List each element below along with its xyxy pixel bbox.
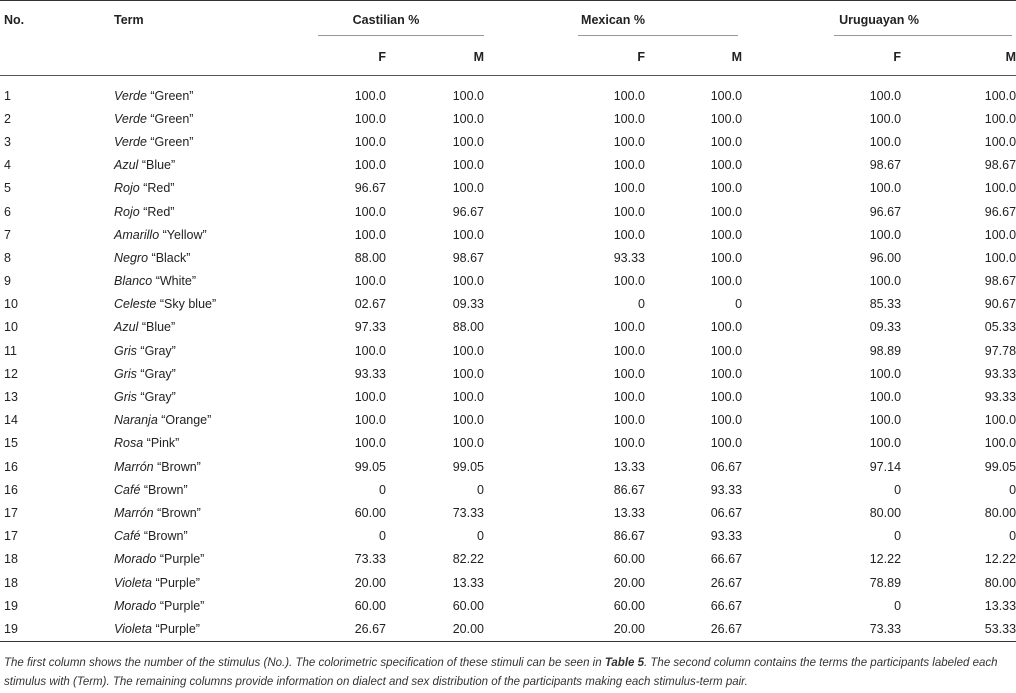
term-spanish: Rosa — [114, 436, 144, 451]
cell-uf: 100.0 — [869, 274, 902, 289]
term-english: “Purple” — [159, 552, 205, 567]
cell-uf: 78.89 — [869, 575, 902, 590]
cell-term — [114, 501, 288, 524]
cell-cf: 100.0 — [354, 390, 386, 405]
header-no: No. — [4, 13, 25, 27]
term-spanish: Violeta — [114, 621, 152, 636]
table-body — [0, 76, 1016, 642]
cell-um: 93.33 — [984, 390, 1016, 405]
term-english: “Gray” — [140, 390, 176, 405]
cell-cf: 100.0 — [354, 227, 386, 242]
cell-um: 100.0 — [984, 250, 1016, 265]
cell-no: 18 — [4, 552, 18, 567]
term-spanish: Morado — [114, 598, 157, 613]
header-castilian-f: F — [288, 39, 386, 76]
cell-term — [114, 107, 288, 130]
cell-mm: 100.0 — [710, 134, 743, 149]
cell-uf: 0 — [894, 482, 902, 497]
cell-term — [114, 316, 288, 339]
castilian-group-rule — [318, 35, 484, 36]
header-term: Term — [114, 13, 144, 27]
term-english: “Brown” — [157, 459, 201, 474]
term-spanish: Gris — [114, 390, 137, 405]
header-castilian: Castilian % — [352, 13, 420, 27]
cell-uf: 98.67 — [869, 158, 902, 173]
cell-mm: 100.0 — [710, 436, 743, 451]
cell-cm: 20.00 — [386, 617, 484, 641]
cell-term — [114, 455, 288, 478]
cell-cf: 100.0 — [354, 204, 386, 219]
term-spanish: Rojo — [114, 204, 140, 219]
term-english: “Purple” — [155, 575, 200, 590]
cell-cf: 100.0 — [354, 111, 386, 126]
cell-mm: 100.0 — [710, 343, 743, 358]
term-spanish: Marrón — [114, 459, 154, 474]
term-spanish: Marrón — [114, 505, 154, 520]
table-row — [0, 76, 1016, 108]
cell-uf: 09.33 — [869, 320, 902, 335]
cell-uf: 100.0 — [869, 88, 902, 103]
table-row — [0, 617, 1016, 641]
cell-cm: 100.0 — [452, 227, 484, 242]
caption-text-1: The first column shows the number of the stimulus (No.). The colorimetric specification of these stimuli can be seen in — [4, 657, 605, 669]
cell-mf: 13.33 — [613, 459, 645, 474]
cell-mf: 20.00 — [484, 617, 645, 641]
cell-cm: 88.00 — [452, 320, 484, 335]
term-english: “Brown” — [143, 482, 188, 497]
cell-cm: 13.33 — [452, 575, 484, 590]
cell-um: 98.67 — [984, 274, 1016, 289]
table-row — [0, 594, 1016, 617]
caption-table-ref: Table 5 — [604, 657, 645, 669]
table-row — [0, 478, 1016, 501]
table-row — [0, 362, 1016, 385]
cell-cf: 97.33 — [354, 320, 386, 335]
table-row — [0, 548, 1016, 571]
term-english: “Black” — [151, 250, 191, 265]
cell-um: 96.67 — [984, 204, 1016, 219]
term-english: “Green” — [150, 111, 194, 126]
cell-uf: 100.0 — [869, 390, 902, 405]
cell-mf: 86.67 — [613, 482, 645, 497]
cell-mm: 100.0 — [710, 88, 743, 103]
cell-mm: 100.0 — [710, 320, 743, 335]
table-row — [0, 154, 1016, 177]
cell-cm: 100.0 — [452, 413, 484, 428]
cell-cm: 0 — [477, 529, 484, 544]
cell-no: 3 — [4, 134, 11, 149]
cell-um: 13.33 — [984, 598, 1016, 613]
header-uruguayan: Uruguayan % — [839, 13, 919, 27]
cell-no: 16 — [4, 482, 18, 497]
cell-uf: 100.0 — [869, 111, 902, 126]
cell-no: 19 — [4, 598, 18, 613]
cell-cm: 100.0 — [452, 274, 484, 289]
cell-mm: 0 — [735, 297, 743, 312]
cell-cf: 100.0 — [354, 158, 386, 173]
term-spanish: Gris — [114, 366, 137, 381]
cell-mm: 06.67 — [710, 459, 743, 474]
cell-term — [114, 478, 288, 501]
cell-mf: 100.0 — [613, 390, 645, 405]
cell-uf: 96.00 — [869, 250, 902, 265]
term-english: “Blue” — [141, 320, 176, 335]
cell-cm: 82.22 — [452, 552, 484, 567]
table-row — [0, 385, 1016, 408]
table-row — [0, 177, 1016, 200]
cell-mf: 100.0 — [613, 366, 645, 381]
header-empty — [0, 39, 114, 76]
term-english: “Purple” — [155, 621, 200, 636]
term-english: “Gray” — [140, 343, 176, 358]
table-row — [0, 571, 1016, 594]
cell-mm: 100.0 — [710, 274, 743, 289]
header-row-dialects — [0, 1, 1016, 40]
cell-no: 8 — [4, 250, 11, 265]
cell-no: 17 — [4, 529, 18, 544]
cell-cf: 0 — [379, 529, 386, 544]
cell-mf: 100.0 — [613, 274, 645, 289]
cell-mm: 66.67 — [710, 598, 743, 613]
table-row — [0, 339, 1016, 362]
cell-no: 17 — [4, 505, 18, 520]
cell-um: 100.0 — [984, 134, 1016, 149]
cell-term — [114, 177, 288, 200]
term-english: “Purple” — [159, 598, 205, 613]
mexican-group-rule — [578, 35, 738, 36]
cell-no: 10 — [4, 297, 18, 312]
cell-uf: 80.00 — [869, 505, 902, 520]
cell-um: 80.00 — [984, 575, 1016, 590]
term-english: “Gray” — [140, 366, 176, 381]
table-row — [0, 316, 1016, 339]
cell-um: 100.0 — [984, 181, 1016, 196]
cell-mm: 100.0 — [710, 158, 743, 173]
cell-uf: 100.0 — [869, 181, 902, 196]
term-english: “Green” — [150, 134, 194, 149]
cell-cf: 99.05 — [354, 459, 386, 474]
cell-uf: 85.33 — [869, 297, 902, 312]
cell-no: 18 — [4, 575, 18, 590]
header-row-sexes — [0, 39, 1016, 76]
cell-cf: 100.0 — [354, 343, 386, 358]
term-english: “Sky blue” — [159, 297, 217, 312]
term-spanish: Café — [114, 529, 141, 544]
table-row — [0, 130, 1016, 153]
table-row — [0, 409, 1016, 432]
cell-uf: 100.0 — [869, 366, 902, 381]
cell-cm: 100.0 — [452, 181, 484, 196]
cell-um: 0 — [1009, 529, 1016, 544]
cell-mm: 100.0 — [710, 413, 743, 428]
cell-mm: 100.0 — [710, 181, 743, 196]
cell-cm: 100.0 — [452, 88, 484, 103]
cell-term — [114, 525, 288, 548]
term-english: “Green” — [150, 88, 194, 103]
term-english: “Red” — [143, 181, 175, 196]
cell-cf: 100.0 — [354, 134, 386, 149]
cell-mm: 100.0 — [710, 390, 743, 405]
cell-term — [114, 594, 288, 617]
term-spanish: Verde — [114, 111, 147, 126]
cell-cf: 100.0 — [354, 413, 386, 428]
cell-mm: 100.0 — [710, 111, 743, 126]
header-uruguayan-m: M — [901, 39, 1016, 76]
term-english: “White” — [155, 274, 196, 289]
term-spanish: Negro — [114, 250, 149, 265]
cell-term — [114, 548, 288, 571]
cell-uf: 12.22 — [869, 552, 902, 567]
cell-mf: 100.0 — [613, 158, 645, 173]
cell-mm: 93.33 — [710, 482, 743, 497]
cell-no: 2 — [4, 111, 11, 126]
table-row — [0, 525, 1016, 548]
cell-mf: 100.0 — [613, 88, 645, 103]
cell-term — [114, 293, 288, 316]
cell-term — [114, 617, 288, 641]
cell-mm: 06.67 — [710, 505, 743, 520]
cell-mm: 66.67 — [710, 552, 743, 567]
cell-term — [114, 409, 288, 432]
cell-cm: 100.0 — [452, 390, 484, 405]
cell-um: 100.0 — [984, 227, 1016, 242]
term-english: “Red” — [143, 204, 175, 219]
cell-um: 100.0 — [984, 413, 1016, 428]
cell-cf: 0 — [379, 482, 386, 497]
table-row — [0, 270, 1016, 293]
cell-term — [114, 385, 288, 408]
cell-mm: 26.67 — [645, 617, 742, 641]
cell-mf: 13.33 — [613, 505, 645, 520]
cell-no: 7 — [4, 227, 11, 242]
header-mexican-f: F — [484, 39, 645, 76]
term-english: “Brown” — [157, 505, 201, 520]
cell-cf: 96.67 — [354, 181, 386, 196]
cell-no: 16 — [4, 459, 18, 474]
cell-uf: 100.0 — [869, 413, 902, 428]
cell-mf: 93.33 — [613, 250, 645, 265]
cell-mf: 100.0 — [613, 320, 645, 335]
cell-um: 100.0 — [984, 436, 1016, 451]
term-spanish: Morado — [114, 552, 157, 567]
cell-no: 4 — [4, 158, 11, 173]
table-row — [0, 223, 1016, 246]
header-empty — [114, 39, 288, 76]
cell-no: 13 — [4, 390, 18, 405]
cell-term — [114, 339, 288, 362]
table-row — [0, 246, 1016, 269]
cell-um: 12.22 — [984, 552, 1016, 567]
cell-term — [114, 76, 288, 108]
term-spanish: Amarillo — [114, 227, 160, 242]
cell-no: 9 — [4, 274, 11, 289]
table-row — [0, 432, 1016, 455]
cell-no: 19 — [0, 617, 114, 641]
cell-mf: 0 — [638, 297, 645, 312]
header-uruguayan-f: F — [742, 39, 901, 76]
header-mexican-m: M — [645, 39, 742, 76]
header-mexican: Mexican % — [581, 13, 645, 27]
cell-cm: 100.0 — [452, 158, 484, 173]
cell-cm: 99.05 — [452, 459, 484, 474]
cell-no: 14 — [4, 413, 18, 428]
cell-mf: 100.0 — [613, 134, 645, 149]
cell-mf: 100.0 — [613, 111, 645, 126]
cell-cm: 98.67 — [452, 250, 484, 265]
cell-cf: 88.00 — [354, 250, 386, 265]
cell-cm: 09.33 — [452, 297, 484, 312]
cell-um: 05.33 — [984, 320, 1016, 335]
cell-mm: 100.0 — [710, 250, 743, 265]
cell-no: 6 — [4, 204, 11, 219]
cell-um: 97.78 — [984, 343, 1016, 358]
cell-mf: 100.0 — [613, 413, 645, 428]
table-row — [0, 107, 1016, 130]
cell-cf: 100.0 — [354, 436, 386, 451]
cell-term — [114, 432, 288, 455]
cell-mf: 60.00 — [613, 598, 645, 613]
cell-cf: 100.0 — [354, 274, 386, 289]
cell-uf: 100.0 — [869, 227, 902, 242]
cell-um: 0 — [1009, 482, 1016, 497]
cell-cf: 60.00 — [354, 505, 386, 520]
header-castilian-m: M — [386, 39, 484, 76]
cell-mf: 20.00 — [613, 575, 645, 590]
table-row — [0, 200, 1016, 223]
cell-term — [114, 130, 288, 153]
cell-cm: 100.0 — [452, 436, 484, 451]
term-english: “Blue” — [141, 158, 176, 173]
table-caption — [4, 654, 1014, 692]
cell-cf: 20.00 — [354, 575, 386, 590]
term-spanish: Verde — [114, 134, 147, 149]
cell-term — [114, 270, 288, 293]
cell-no: 11 — [4, 343, 17, 358]
term-spanish: Azul — [114, 158, 139, 173]
cell-term — [114, 223, 288, 246]
cell-cf: 26.67 — [288, 617, 386, 641]
cell-um: 80.00 — [984, 505, 1016, 520]
cell-mf: 100.0 — [613, 436, 645, 451]
cell-term — [114, 154, 288, 177]
term-spanish: Violeta — [114, 575, 152, 590]
cell-cm: 100.0 — [452, 134, 484, 149]
cell-uf: 98.89 — [869, 343, 902, 358]
cell-uf: 100.0 — [869, 134, 902, 149]
uruguayan-group-rule — [834, 35, 1012, 36]
cell-mf: 100.0 — [613, 343, 645, 358]
cell-um: 93.33 — [984, 366, 1016, 381]
cell-cf: 02.67 — [354, 297, 386, 312]
term-spanish: Gris — [114, 343, 137, 358]
cell-no: 5 — [4, 181, 11, 196]
cell-um: 90.67 — [984, 297, 1016, 312]
cell-cm: 100.0 — [452, 343, 484, 358]
cell-um: 98.67 — [984, 158, 1016, 173]
caption-text-2: . The second column contains the terms the participants labeled each stimulus with (Term). The remaining columns provide information on dialect and sex distribution of the participants making each stimulus-term pair. — [4, 657, 998, 688]
cell-um: 53.33 — [901, 617, 1016, 641]
cell-no: 12 — [4, 366, 18, 381]
term-spanish: Celeste — [114, 297, 157, 312]
cell-cm: 100.0 — [452, 366, 484, 381]
cell-no: 1 — [4, 88, 11, 103]
cell-cf: 100.0 — [354, 88, 386, 103]
table-row — [0, 501, 1016, 524]
cell-cf: 93.33 — [354, 366, 386, 381]
table-row — [0, 455, 1016, 478]
cell-mm: 100.0 — [710, 204, 743, 219]
cell-mf: 100.0 — [613, 204, 645, 219]
cell-um: 99.05 — [984, 459, 1016, 474]
cell-mm: 100.0 — [710, 366, 743, 381]
term-spanish: Naranja — [114, 413, 158, 428]
cell-uf: 73.33 — [742, 617, 901, 641]
cell-cm: 0 — [477, 482, 484, 497]
cell-term — [114, 200, 288, 223]
cell-mf: 86.67 — [613, 529, 645, 544]
cell-mf: 60.00 — [613, 552, 645, 567]
cell-mm: 93.33 — [710, 529, 743, 544]
cell-cf: 73.33 — [354, 552, 386, 567]
cell-uf: 96.67 — [869, 204, 902, 219]
cell-no: 10 — [4, 320, 18, 335]
cell-uf: 100.0 — [869, 436, 902, 451]
cell-um: 100.0 — [984, 111, 1016, 126]
cell-cm: 60.00 — [452, 598, 484, 613]
cell-mf: 100.0 — [613, 227, 645, 242]
cell-term — [114, 362, 288, 385]
term-spanish: Azul — [114, 320, 139, 335]
cell-term — [114, 571, 288, 594]
table-row — [0, 293, 1016, 316]
cell-uf: 0 — [894, 598, 902, 613]
term-english: “Orange” — [161, 413, 212, 428]
cell-cm: 73.33 — [452, 505, 484, 520]
cell-no: 15 — [4, 436, 18, 451]
cell-uf: 0 — [894, 529, 902, 544]
table-header — [0, 1, 1016, 76]
term-spanish: Café — [114, 482, 141, 497]
cell-cm: 100.0 — [452, 111, 484, 126]
cell-mf: 100.0 — [613, 181, 645, 196]
term-spanish: Blanco — [114, 274, 153, 289]
term-english: “Yellow” — [162, 227, 207, 242]
cell-cf: 60.00 — [354, 598, 386, 613]
cell-mm: 26.67 — [710, 575, 743, 590]
term-spanish: Verde — [114, 88, 147, 103]
term-english: “Pink” — [146, 436, 180, 451]
cell-mm: 100.0 — [710, 227, 743, 242]
cell-cm: 96.67 — [452, 204, 484, 219]
term-spanish: Rojo — [114, 181, 140, 196]
cell-term — [114, 246, 288, 269]
cell-uf: 97.14 — [869, 459, 902, 474]
cell-um: 100.0 — [984, 88, 1016, 103]
term-english: “Brown” — [143, 529, 188, 544]
